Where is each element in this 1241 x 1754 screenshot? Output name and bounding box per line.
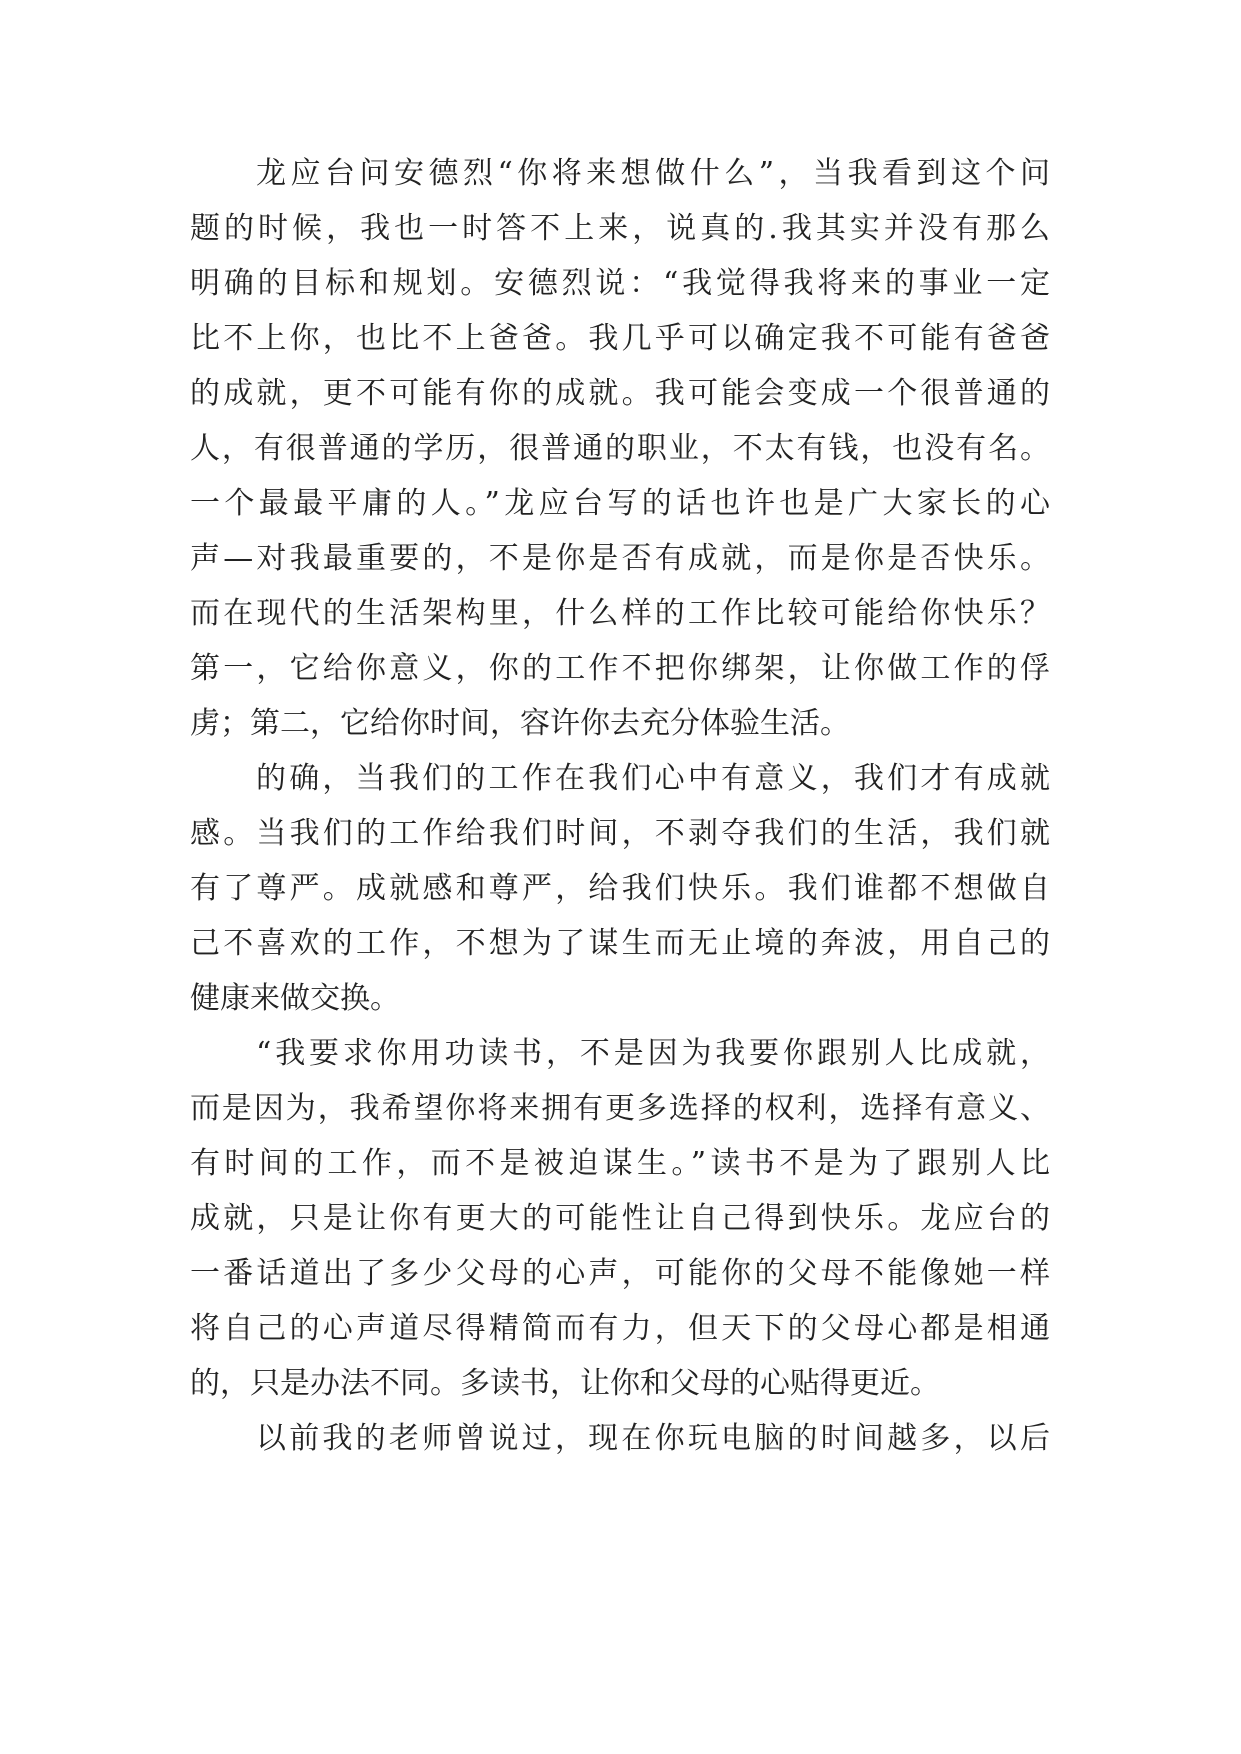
text-line: 人，有很普通的学历，很普通的职业，不太有钱，也没有名。 [190, 431, 1050, 466]
text-line: 健康来做交换。 [190, 981, 400, 1016]
text-line: 声—对我最重要的，不是你是否有成就，而是你是否快乐。 [190, 541, 1050, 576]
text-line: 的成就，更不可能有你的成就。我可能会变成一个很普通的 [190, 376, 1050, 411]
text-line: 成就，只是让你有更大的可能性让自己得到快乐。龙应台的 [190, 1201, 1050, 1236]
text-line: 将自己的心声道尽得精简而有力，但天下的父母心都是相通 [190, 1311, 1050, 1346]
text-line: 有了尊严。成就感和尊严，给我们快乐。我们谁都不想做自 [190, 871, 1050, 906]
text-line: 一番话道出了多少父母的心声，可能你的父母不能像她一样 [190, 1256, 1050, 1291]
text-line: 的，只是办法不同。多读书，让你和父母的心贴得更近。 [190, 1366, 940, 1401]
text-line: 明确的目标和规划。安德烈说：“我觉得我将来的事业一定 [190, 266, 1050, 301]
text-line: 感。当我们的工作给我们时间，不剥夺我们的生活，我们就 [190, 816, 1050, 851]
text-line: 比不上你，也比不上爸爸。我几乎可以确定我不可能有爸爸 [190, 321, 1050, 356]
text-line: 有时间的工作，而不是被迫谋生。”读书不是为了跟别人比 [190, 1146, 1050, 1181]
text-line: 己不喜欢的工作，不想为了谋生而无止境的奔波，用自己的 [190, 926, 1050, 961]
text-line: 龙应台问安德烈“你将来想做什么”，当我看到这个问 [256, 156, 1050, 191]
text-line: 第一，它给你意义，你的工作不把你绑架，让你做工作的俘 [190, 651, 1050, 686]
text-line: 以前我的老师曾说过，现在你玩电脑的时间越多，以后 [256, 1421, 1050, 1456]
text-line: 一个最最平庸的人。”龙应台写的话也许也是广大家长的心 [190, 486, 1050, 521]
text-line: 虏；第二，它给你时间，容许你去充分体验生活。 [190, 706, 850, 741]
text-line: 而是因为，我希望你将来拥有更多选择的权利，选择有意义、 [190, 1091, 1050, 1126]
text-line: 而在现代的生活架构里，什么样的工作比较可能给你快乐？ [190, 596, 1050, 631]
text-line: “我要求你用功读书，不是因为我要你跟别人比成就， [256, 1036, 1050, 1071]
text-line: 的确，当我们的工作在我们心中有意义，我们才有成就 [256, 761, 1050, 796]
text-line: 题的时候，我也一时答不上来，说真的.我其实并没有那么 [190, 211, 1050, 246]
